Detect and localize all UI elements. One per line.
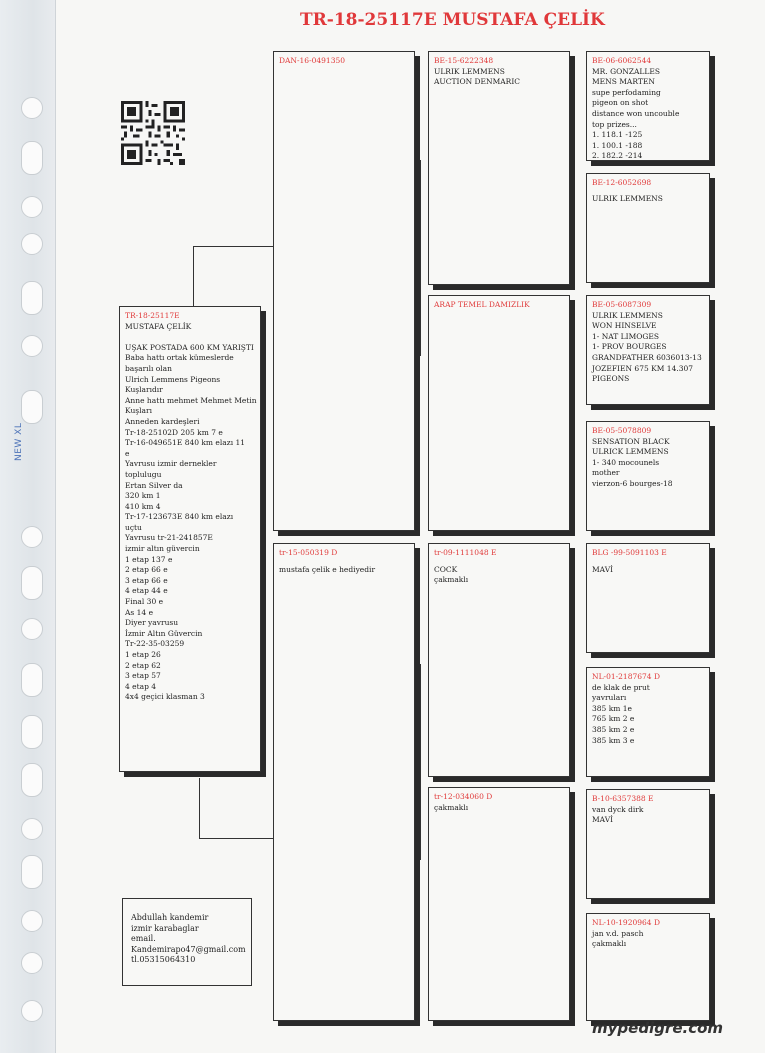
card-line: Tr-18-25102D 205 km 7 e bbox=[125, 427, 223, 437]
card-line: Tr-17-123673E 840 km elazı bbox=[125, 512, 234, 522]
ring-number: BLG -99-5091103 E bbox=[592, 548, 667, 557]
card-line: MAVİ bbox=[592, 815, 614, 825]
card-line: 1 etap 26 bbox=[125, 650, 161, 659]
card-line: başarılı olan bbox=[125, 363, 172, 373]
card-line: 320 km 1 bbox=[125, 491, 161, 501]
card-line: ULRIK LEMMENS bbox=[592, 310, 663, 320]
punch-hole bbox=[21, 618, 43, 640]
card-line: Yavrusu izmir dernekler bbox=[125, 459, 217, 469]
card-line: UŞAK POSTADA 600 KM YARIŞTI bbox=[125, 342, 254, 352]
great-grandparent-card bbox=[586, 913, 710, 1021]
ring-number: B-10-6357388 E bbox=[592, 794, 654, 803]
brand-logo[interactable]: mypedigre.com bbox=[592, 1019, 724, 1037]
card-line: çakmaklı bbox=[434, 802, 469, 812]
grandparent-card bbox=[428, 543, 570, 777]
punch-hole bbox=[21, 526, 43, 548]
ring-number: BE-12-6052698 bbox=[592, 178, 652, 187]
card-line: distance won uncouble bbox=[592, 108, 680, 118]
card-line: 1. 118.1 -125 bbox=[592, 130, 643, 140]
ring-number: tr-15-050319 D bbox=[279, 548, 338, 557]
sheet-protector-strip bbox=[0, 0, 56, 1053]
punch-hole bbox=[21, 281, 43, 315]
card-line: Final 30 e bbox=[125, 597, 164, 607]
card-line: Tr-22-35-03259 bbox=[125, 639, 185, 649]
punch-hole bbox=[21, 715, 43, 749]
grandparent-card bbox=[428, 295, 570, 531]
card-line: Kuşlarıdır bbox=[125, 385, 163, 395]
card-line: jan v.d. pasch bbox=[592, 928, 644, 938]
card-line: 2. 182.2 -214 bbox=[592, 151, 643, 161]
card-line: PIGEONS bbox=[592, 374, 630, 384]
card-line: vierzon-6 bourges-18 bbox=[592, 478, 673, 488]
punch-hole bbox=[21, 335, 43, 357]
card-line: 4 etap 4 bbox=[125, 681, 157, 691]
ring-number: BE-15-6222348 bbox=[434, 56, 494, 65]
punch-hole bbox=[21, 196, 43, 218]
card-line: izmir altın güvercin bbox=[125, 544, 200, 554]
card-line: 1- PROV BOURGES bbox=[592, 342, 667, 352]
card-line: top prizes... bbox=[592, 119, 637, 129]
punch-hole bbox=[21, 141, 43, 175]
card-line: 1. 100.1 -188 bbox=[592, 140, 643, 150]
card-line: ULRIK LEMMENS bbox=[592, 193, 663, 203]
great-grandparent-card bbox=[586, 295, 710, 405]
dam-card bbox=[273, 543, 415, 1021]
grandparent-card bbox=[428, 51, 570, 285]
punch-hole bbox=[21, 952, 43, 974]
contact-line: Kandemirapo47@gmail.com bbox=[131, 944, 246, 954]
punch-hole bbox=[21, 763, 43, 797]
great-grandparent-card bbox=[586, 543, 710, 653]
card-line: 765 km 2 e bbox=[592, 714, 635, 724]
punch-hole bbox=[21, 855, 43, 889]
great-grandparent-card bbox=[586, 173, 710, 283]
card-line: WON HINSELVE bbox=[592, 321, 657, 331]
card-line: 3 etap 66 e bbox=[125, 575, 168, 585]
punch-hole bbox=[21, 390, 43, 424]
card-line: AUCTION DENMARIC bbox=[434, 77, 521, 87]
card-line: 410 km 4 bbox=[125, 501, 161, 511]
card-line: Ulrich Lemmens Pigeons bbox=[125, 374, 221, 384]
ring-number: tr-12-034060 D bbox=[434, 792, 493, 801]
card-line: 1- 340 mocounels bbox=[592, 457, 660, 467]
card-line: yavruları bbox=[592, 693, 627, 703]
card-line: 1 etap 137 e bbox=[125, 554, 173, 564]
grandparent-card bbox=[428, 787, 570, 1021]
ring-number: ARAP TEMEL DAMIZLIK bbox=[434, 300, 530, 309]
card-line: As 14 e bbox=[125, 607, 154, 617]
punch-hole bbox=[21, 233, 43, 255]
contact-line: tl.05315064310 bbox=[131, 955, 196, 965]
card-line: mother bbox=[592, 468, 620, 478]
card-line: GRANDFATHER 6036013-13 bbox=[592, 352, 702, 362]
card-line: JOZEFIEN 675 KM 14.307 bbox=[592, 363, 694, 373]
card-line: 385 km 1e bbox=[592, 703, 632, 713]
breeder-contact-card bbox=[122, 898, 252, 986]
ring-number: BE-06-6062544 bbox=[592, 56, 652, 65]
ring-number: NL-01-2187674 D bbox=[592, 672, 660, 681]
ring-number: DAN-16-0491350 bbox=[279, 56, 346, 65]
card-line: 3 etap 57 bbox=[125, 671, 161, 681]
card-line: mustafa çelik e hediyedir bbox=[279, 564, 376, 574]
punch-hole bbox=[21, 566, 43, 600]
card-line: uçtu bbox=[125, 522, 142, 532]
great-grandparent-card bbox=[586, 667, 710, 777]
card-line: Anneden kardeşleri bbox=[125, 416, 200, 426]
card-line: e bbox=[125, 448, 130, 458]
card-line: Ertan Silver da bbox=[125, 480, 183, 490]
subject-pigeon-card bbox=[119, 306, 261, 772]
card-line: 1- NAT LIMOGES bbox=[592, 331, 660, 341]
card-line: Tr-16-049651E 840 km elazı 11 bbox=[125, 438, 246, 448]
punch-hole bbox=[21, 1000, 43, 1022]
card-line: 385 km 2 e bbox=[592, 724, 635, 734]
page-title: TR-18-25117E MUSTAFA ÇELİK bbox=[300, 10, 605, 30]
ring-number: TR-18-25117E bbox=[125, 311, 180, 320]
card-line: MENS MARTEN bbox=[592, 77, 655, 87]
card-line: çakmaklı bbox=[592, 939, 627, 949]
card-line: toplulugu bbox=[125, 469, 162, 479]
punch-hole bbox=[21, 818, 43, 840]
contact-line: Abdullah kandemir bbox=[131, 913, 209, 922]
card-line: Anne hattı mehmet Mehmet Metin bbox=[125, 395, 257, 405]
ring-number: BE-05-6087309 bbox=[592, 300, 652, 309]
card-line: Baba hattı ortak kümeslerde bbox=[125, 353, 234, 363]
card-line: Yavrusu tr-21-241857E bbox=[125, 533, 213, 543]
punch-hole bbox=[21, 97, 43, 119]
card-line: 4 etap 44 e bbox=[125, 586, 168, 596]
great-grandparent-card bbox=[586, 421, 710, 531]
card-line: ULRICK LEMMENS bbox=[592, 447, 669, 457]
card-line: 2 etap 66 e bbox=[125, 565, 168, 575]
contact-line: izmir karabaglar bbox=[131, 923, 199, 933]
great-grandparent-card bbox=[586, 789, 710, 899]
card-line: COCK bbox=[434, 564, 458, 574]
card-line: supe perfodaming bbox=[592, 87, 661, 97]
great-grandparent-card bbox=[586, 51, 710, 161]
tree-connector bbox=[193, 246, 274, 307]
card-line: MAVİ bbox=[592, 564, 614, 574]
card-line: Diyer yavrusu bbox=[125, 618, 179, 628]
contact-line: email. bbox=[131, 934, 156, 944]
sire-card bbox=[273, 51, 415, 531]
tree-connector bbox=[199, 778, 274, 839]
card-line: MR. GONZALLES bbox=[592, 66, 660, 76]
sleeve-brand-label: NEW XL bbox=[14, 422, 24, 462]
card-line: ULRIK LEMMENS bbox=[434, 66, 505, 76]
card-line: 385 km 3 e bbox=[592, 735, 635, 745]
card-line: çakmaklı bbox=[434, 575, 469, 585]
punch-hole bbox=[21, 910, 43, 932]
card-line: 2 etap 62 bbox=[125, 660, 161, 670]
ring-number: tr-09-1111048 E bbox=[434, 548, 497, 557]
card-line: de klak de prut bbox=[592, 682, 650, 692]
card-line: SENSATION BLACK bbox=[592, 436, 670, 446]
punch-hole bbox=[21, 663, 43, 697]
card-line bbox=[125, 332, 255, 343]
card-line: 4x4 geçici klasman 3 bbox=[125, 692, 205, 702]
card-line: MUSTAFA ÇELİK bbox=[125, 321, 192, 331]
card-line: pigeon on shot bbox=[592, 98, 649, 108]
card-line: Kuşları bbox=[125, 406, 152, 416]
ring-number: BE-05-5078809 bbox=[592, 426, 652, 435]
ring-number: NL-10-1920964 D bbox=[592, 918, 660, 927]
qr-code-icon bbox=[121, 99, 185, 167]
card-line: İzmir Altın Güvercin bbox=[125, 628, 203, 638]
card-line: van dyck dirk bbox=[592, 804, 644, 814]
